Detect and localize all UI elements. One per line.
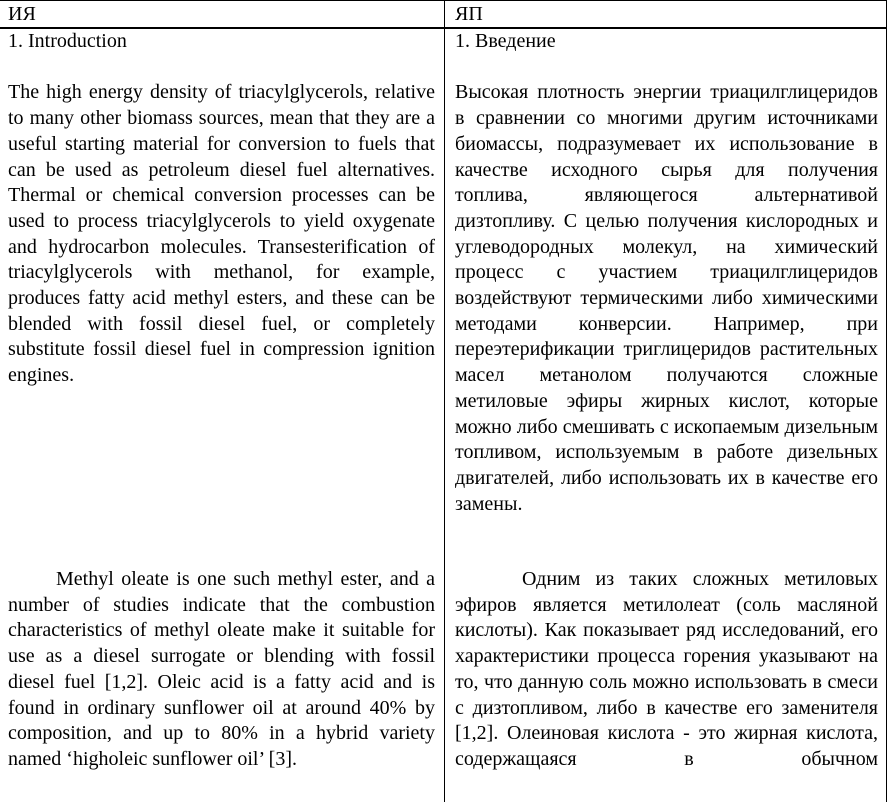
target-column-header-cell — [445, 1, 887, 27]
source-section-heading: 1. Introduction — [8, 30, 127, 52]
source-text-cell — [0, 29, 445, 802]
source-column-header-cell — [0, 1, 445, 27]
target-text-cell — [445, 29, 887, 802]
target-language-label: ЯП — [455, 3, 483, 25]
target-paragraph-2: Одним из таких сложных метиловых эфиров является метилолеат (соль масляной кислоты). Как показывает ряд исследований, его характеристики процесса горения указывают на то, что данную соль можно использовать в смеси с дизтопливом, либо в качестве его заменителя [1,2]. Олеиновая кислота - это жирная кислота, содержащаяся в обычном — [455, 568, 878, 770]
target-upper-block — [455, 29, 878, 567]
table-body-row — [0, 29, 887, 802]
source-paragraph-1: The high energy density of triacylglycerols, relative to many other biomass sources, mean that they are a useful starting material for conversion to fuels that can be used as petroleum diesel fuel alternatives. Thermal or chemical conversion processes can be used to process triacylglycerols to yield oxygenate and hydrocarbon molecules. Transesterification of triacylglycerols with methanol, for example, produces fatty acid methyl esters, and these can be blended with fossil diesel fuel, or completely substitute fossil diesel fuel in compression ignition engines. — [8, 81, 435, 387]
source-paragraph-2: Methyl oleate is one such methyl ester, and a number of studies indicate that the combustion characteristics of methyl oleate make it suitable for use as a diesel surrogate or blending with fossil diesel fuel [1,2]. Oleic acid is a fatty acid and is found in ordinary sunflower oil at around 40% by composition, and up to 80% in a hybrid variety named ‘higholeic sunflower oil’ [3]. — [8, 568, 435, 770]
target-paragraph-1: Высокая плотность энергии триацилглицеридов в сравнении со многими другим источниками биомассы, подразумевает их использование в качестве исходного сырья для получения топлива, являющегося альтернативой дизтопливу. С целью получения кислородных и углеводородных молекул, на химический процесс с участием триацилглицеридов воздействуют термическими либо химическими методами конверсии. Например, при переэтерификации триглицеридов растительных масел метанолом получаются сложные метиловые эфиры жирных кислот, которые можно либо смешивать с ископаемым дизельным топливом, используемым в работе дизельных двигателей, либо использовать их в качестве его замены. — [455, 81, 878, 515]
table-header-row — [0, 0, 887, 29]
target-section-heading: 1. Введение — [455, 30, 556, 52]
source-language-label: ИЯ — [8, 3, 36, 25]
source-upper-block — [8, 29, 435, 567]
